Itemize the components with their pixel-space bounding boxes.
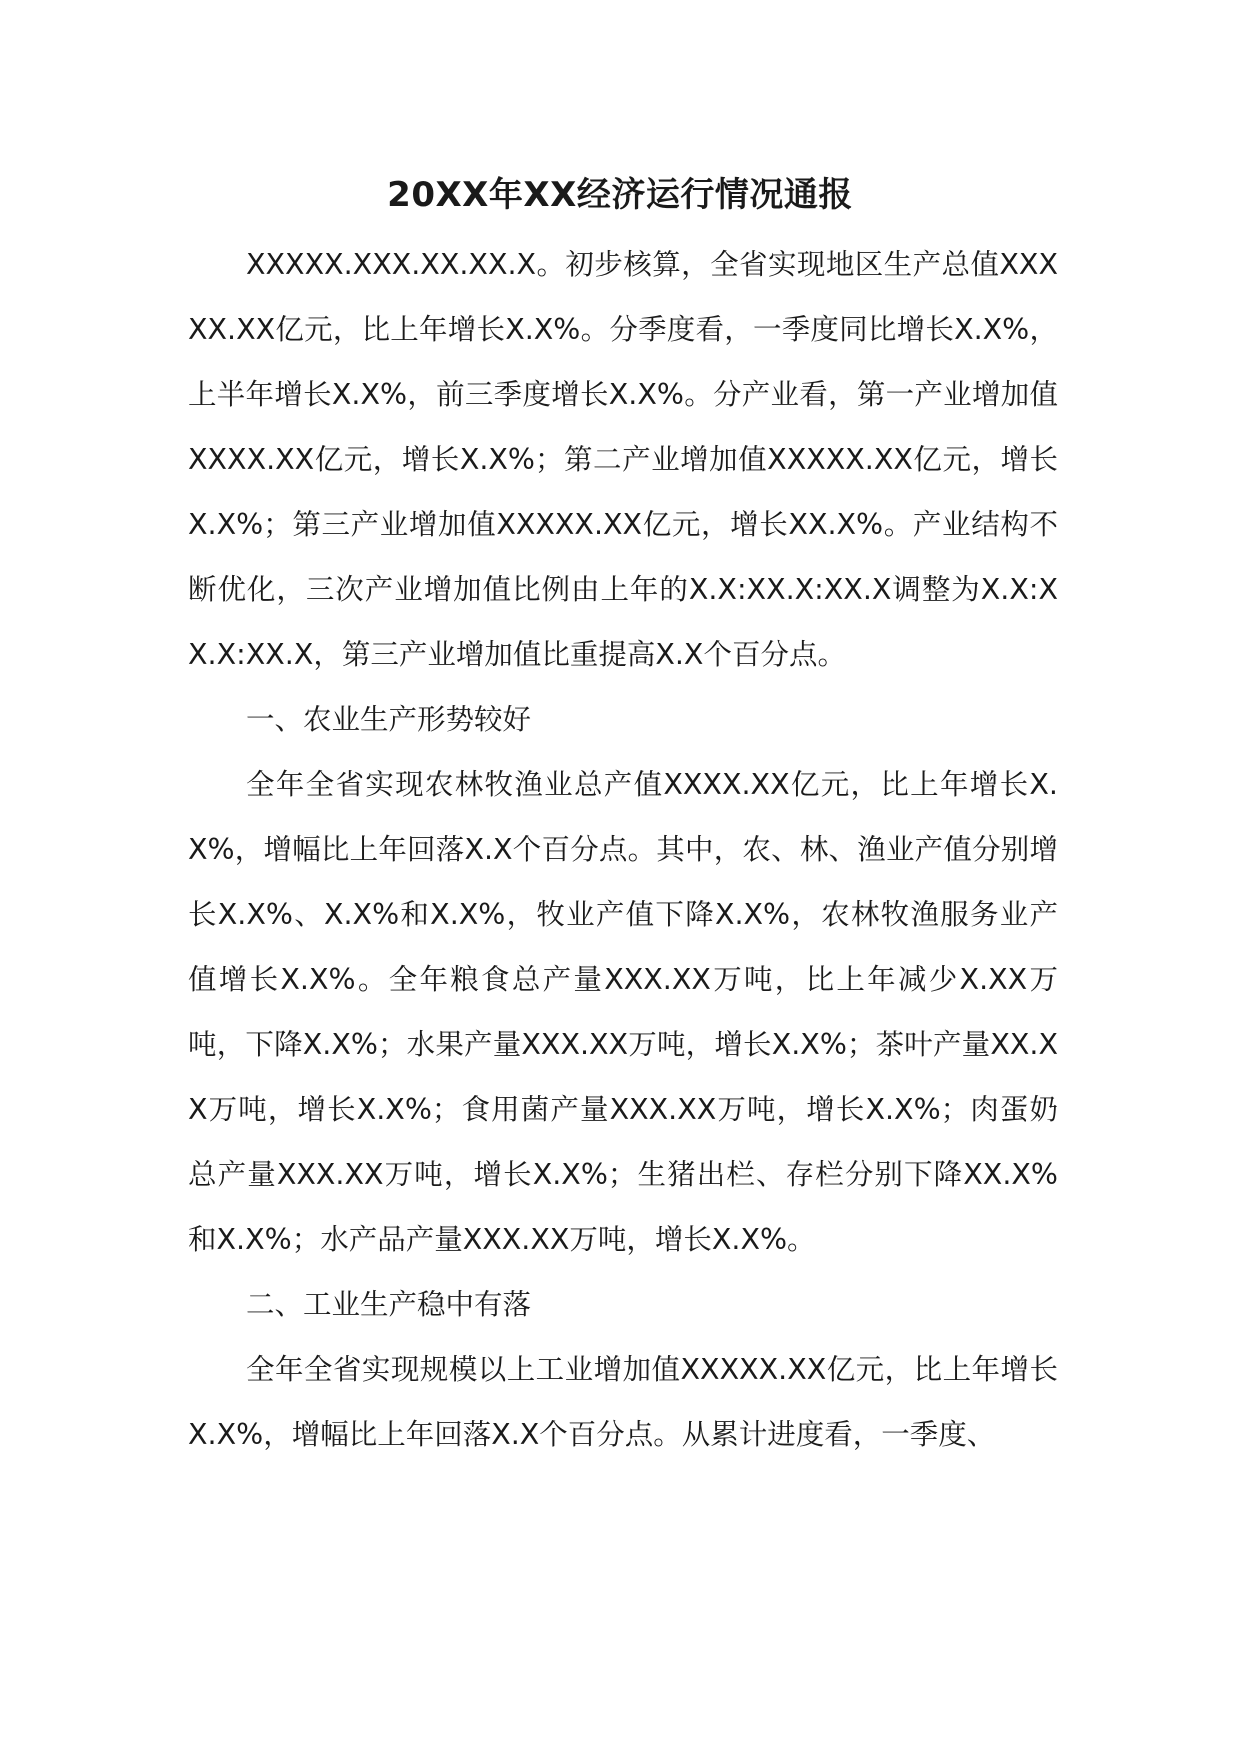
industry-paragraph: 全年全省实现规模以上工业增加值XXXXX.XX亿元，比上年增长X.X%，增幅比上年回落X.X个百分点。从累计进度看，一季度、 bbox=[188, 1353, 1058, 1451]
agriculture-paragraph: 全年全省实现农林牧渔业总产值XXXX.XX亿元，比上年增长X.X%，增幅比上年回落X.X个百分点。其中，农、林、渔业产值分别增长X.X%、X.X%和X.X%，牧业产值下降X.X%，农林牧渔服务业产值增长X.X%。全年粮食总产量XXX.XX万吨，比上年减少X.XX万吨，下降X.X%；水果产量XXX.XX万吨，增长X.X%；茶叶产量XX.XX万吨，增长X.X%；食用菌产量XXX.XX万吨，增长X.X%；肉蛋奶总产量XXX.XX万吨，增长X.X%；生猪出栏、存栏分别下降XX.X%和X.X%；水产品产量XXX.XX万吨，增长X.X%。 bbox=[188, 768, 1058, 1256]
intro-paragraph: XXXXX.XXX.XX.XX.X。初步核算，全省实现地区生产总值XXXXX.XX亿元，比上年增长X.X%。分季度看，一季度同比增长X.X%，上半年增长X.X%，前三季度增长X.X%。分产业看，第一产业增加值XXXX.XX亿元，增长X.X%；第二产业增加值XXXXX.XX亿元，增长X.X%；第三产业增加值XXXXX.XX亿元，增长XX.X%。产业结构不断优化，三次产业增加值比例由上年的X.X:XX.X:XX.X调整为X.X:XX.X:XX.X，第三产业增加值比重提高X.X个百分点。 bbox=[188, 248, 1058, 671]
document-body bbox=[188, 232, 1058, 1467]
section-heading-agriculture: 一、农业生产形势较好 bbox=[246, 703, 532, 736]
document-title: 20XX年XX经济运行情况通报 bbox=[387, 175, 853, 215]
section-heading-industry: 二、工业生产稳中有落 bbox=[246, 1288, 532, 1321]
